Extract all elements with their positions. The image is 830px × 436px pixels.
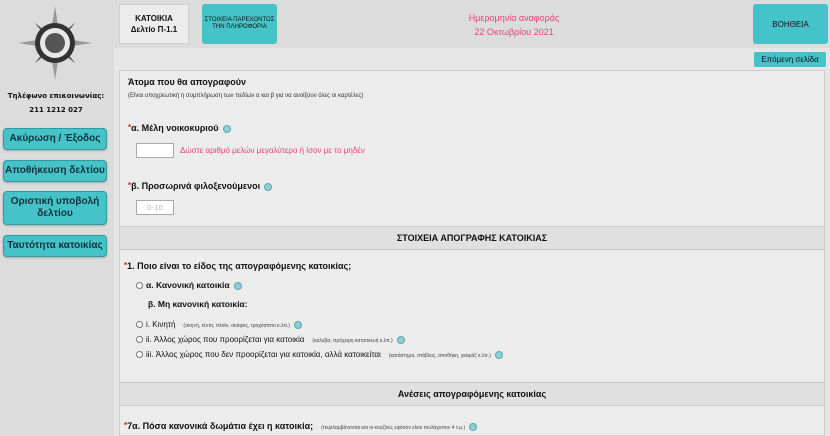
dwelling-section-header: ΣΤΟΙΧΕΙΑ ΑΠΟΓΡΑΦΗΣ ΚΑΤΟΙΚΙΑΣ xyxy=(120,226,824,250)
dwelling-type-label: 1. Ποιο είναι το είδος της απογραφόμενης κατοικίας; xyxy=(127,261,352,271)
info-icon[interactable] xyxy=(264,183,272,191)
amenities-section-header: Ανέσεις απογραφόμενης κατοικίας xyxy=(120,382,824,406)
reference-date xyxy=(414,8,614,42)
next-page-button[interactable]: Επόμενη σελίδα xyxy=(754,52,826,67)
provider-info-button[interactable]: ΣΤΟΙΧΕΙΑ ΠΑΡΕΧΟΝΤΟΣ ΤΗΝ ΠΛΗΡΟΦΟΡΙΑ xyxy=(202,4,277,44)
radio-button[interactable] xyxy=(136,336,143,343)
normal-dwelling-label: α. Κανονική κατοικία xyxy=(146,280,230,290)
info-icon[interactable] xyxy=(495,351,503,359)
required-mark: * xyxy=(128,181,132,190)
form-content xyxy=(119,70,825,436)
other-intended-option[interactable] xyxy=(136,335,405,344)
rooms-label: 7α. Πόσα κανονικά δωμάτια έχει η κατοικία; xyxy=(127,421,314,431)
normal-dwelling-option[interactable] xyxy=(136,280,242,290)
final-submit-button[interactable]: Οριστική υποβολή δελτίου xyxy=(3,191,107,225)
phone-label: Τηλέφωνο επικοινωνίας: xyxy=(7,92,105,100)
mobile-label: i. Κινητή xyxy=(146,320,176,329)
members-question xyxy=(128,123,231,133)
radio-button[interactable] xyxy=(136,282,143,289)
persons-subtitle: (Είναι υποχρεωτική η συμπλήρωση των πεδίων α και β για να ανοίξουν όλες οι καρτέλες) xyxy=(128,93,364,99)
dwelling-identity-button[interactable]: Ταυτότητα κατοικίας xyxy=(3,235,107,257)
other-not-intended-option[interactable] xyxy=(136,350,503,359)
non-normal-dwelling-label: β. Μη κανονική κατοικία: xyxy=(148,299,248,309)
other-intended-label: ii. Άλλος χώρος που προορίζεται για κατοικία xyxy=(146,335,305,344)
main-area xyxy=(114,0,830,436)
radio-button[interactable] xyxy=(136,321,143,328)
cancel-exit-button[interactable]: Ακύρωση / Έξοδος xyxy=(3,128,107,150)
mobile-note: (σκηνή, τέντα, πλοίο, σκάφος, τροχόσπιτο κ.λπ.) xyxy=(183,323,291,329)
guests-label: β. Προσωρινά φιλοξενούμενοι xyxy=(131,181,261,191)
header xyxy=(114,0,830,48)
sidebar xyxy=(0,0,112,436)
info-icon[interactable] xyxy=(294,321,302,329)
form-title: ΚΑΤΟΙΚΙΑ xyxy=(135,13,173,23)
rooms-question xyxy=(124,421,477,431)
form-code: Δελτίο Π-1.1 xyxy=(130,25,178,34)
temporary-guests-input[interactable]: 0-10 xyxy=(136,200,174,215)
ref-date-value: 22 Οκτωβρίου 2021 xyxy=(474,27,554,37)
mobile-dwelling-option[interactable] xyxy=(136,320,302,329)
required-mark: * xyxy=(124,421,128,430)
help-button[interactable]: ΒΟΗΘΕΙΑ xyxy=(753,4,828,44)
save-form-button[interactable]: Αποθήκευση δελτίου xyxy=(3,160,107,182)
census-logo-icon xyxy=(18,6,92,80)
required-mark: * xyxy=(128,123,132,132)
phone-number: 211 1212 027 xyxy=(29,106,83,114)
info-icon[interactable] xyxy=(397,336,405,344)
form-id-box xyxy=(119,4,189,44)
other-not-intended-note: (κατάστημα, στάβλος, αποθήκη, γκαράζ κ.λπ.) xyxy=(388,353,491,359)
guests-question xyxy=(128,181,272,191)
info-icon[interactable] xyxy=(223,125,231,133)
ref-date-label: Ημερομηνία αναφοράς xyxy=(468,12,560,23)
rooms-note: (περιλαμβάνονται και οι κουζίνες εφόσον είναι τουλάχιστον 4 τ.μ.) xyxy=(321,425,466,431)
household-members-input[interactable] xyxy=(136,143,174,158)
persons-title: Άτομα που θα απογραφούν xyxy=(128,77,247,87)
members-label: α. Μέλη νοικοκυριού xyxy=(131,123,219,133)
info-icon[interactable] xyxy=(234,282,242,290)
required-mark: * xyxy=(124,261,128,270)
info-icon[interactable] xyxy=(469,423,477,431)
dwelling-type-question xyxy=(124,261,351,271)
other-intended-note: (καλύβα, πρόχειρη κατασκευή κ.λπ.) xyxy=(312,338,393,344)
radio-button[interactable] xyxy=(136,351,143,358)
members-error-text: Δώστε αριθμό μελών μεγαλύτερο ή ίσον με το μηδέν xyxy=(180,146,365,155)
other-not-intended-label: iii. Άλλος χώρος που δεν προορίζεται για κατοικία, αλλά κατοικείται xyxy=(146,350,381,359)
